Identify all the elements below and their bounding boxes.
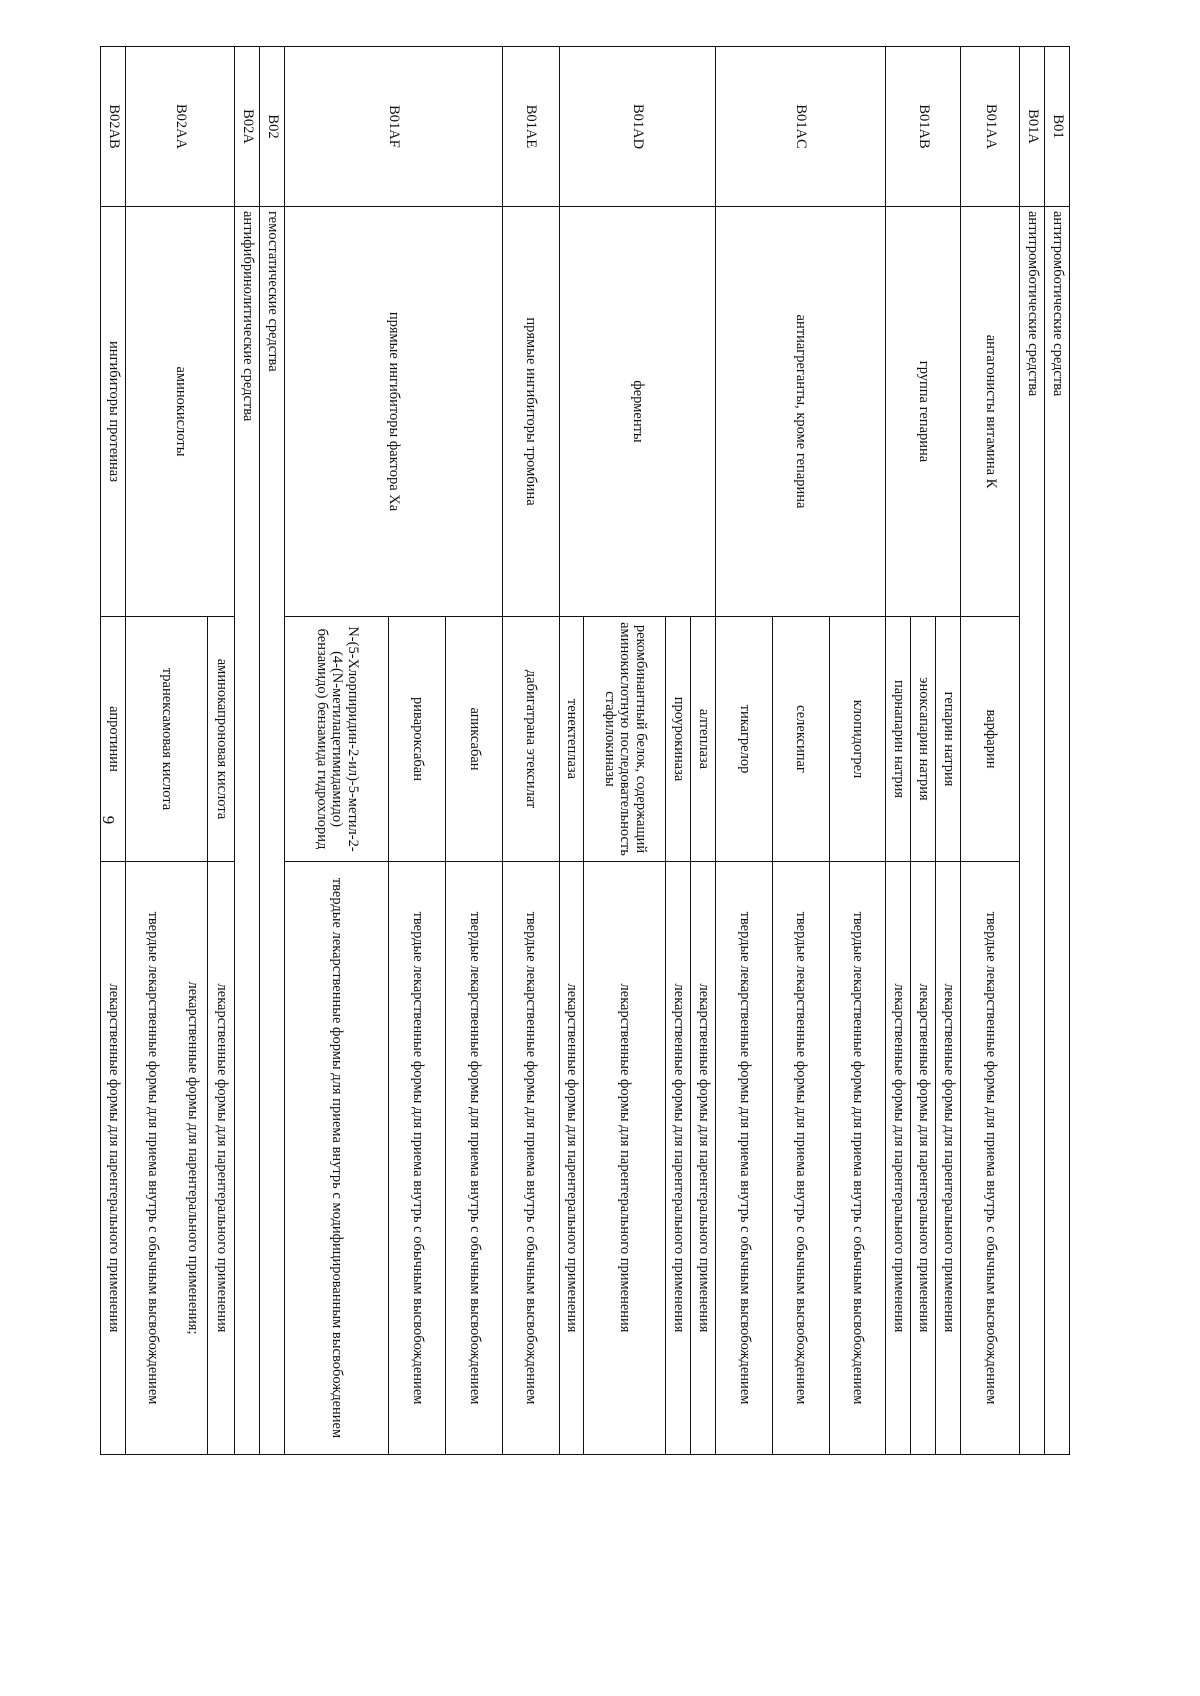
drug-classification-table	[100, 46, 1070, 1455]
group-name: ингибиторы протеиназ	[101, 207, 126, 617]
drug-name: дабигатрана этексилат	[502, 617, 559, 862]
drug-name: ривароксабан	[389, 617, 446, 862]
dosage-form: лекарственные формы для парентерального применения	[559, 862, 584, 1455]
group-name: антитромботические средства	[1020, 207, 1045, 1455]
group-name: антагонисты витамина К	[961, 207, 1020, 617]
drug-name: парнапарин натрия	[886, 617, 911, 862]
group-name: ферменты	[559, 207, 716, 617]
drug-name: варфарин	[961, 617, 1020, 862]
drug-name: апиксабан	[446, 617, 503, 862]
dosage-form: твердые лекарственные формы для приема внутрь с обычным высвобождением	[772, 862, 829, 1455]
group-name: гемостатические средства	[260, 207, 285, 1455]
drug-name: N-(5-Хлорпиридин-2-ил)-5-метил-2-(4-(N-метилацетимидамидо) бензамидо) бензамида гидрохлорид	[285, 617, 389, 862]
dosage-form: лекарственные формы для парентерального применения	[584, 862, 666, 1455]
dosage-form: твердые лекарственные формы для приема внутрь с модифицированным высвобождением	[285, 862, 389, 1455]
group-name: прямые ингибиторы фактора Xa	[285, 207, 503, 617]
atc-code: B01	[1045, 47, 1070, 207]
dosage-form: лекарственные формы для парентерального применения	[911, 862, 936, 1455]
dosage-form: твердые лекарственные формы для приема внутрь с обычным высвобождением	[446, 862, 503, 1455]
table-row	[207, 47, 234, 1455]
drug-name: рекомбинантный белок, содержащий аминокислотную последовательность стафилокиназы	[584, 617, 666, 862]
dosage-form: твердые лекарственные формы для приема внутрь с обычным высвобождением	[829, 862, 886, 1455]
dosage-form: твердые лекарственные формы для приема внутрь с обычным высвобождением	[126, 862, 178, 1455]
table-row	[1045, 47, 1070, 1455]
table-row	[829, 47, 886, 1455]
atc-code: B01AC	[716, 47, 886, 207]
table-row	[936, 47, 961, 1455]
drug-table-frame	[100, 46, 1070, 1454]
page-number: 9	[99, 815, 118, 825]
drug-name: аминокапроновая кислота	[207, 617, 234, 862]
table-row	[502, 47, 559, 1455]
table-row	[1020, 47, 1045, 1455]
dosage-form: лекарственные формы для парентерального применения	[936, 862, 961, 1455]
atc-code: B01A	[1020, 47, 1045, 207]
dosage-form: лекарственные формы для парентерального применения	[691, 862, 716, 1455]
atc-code: B01AD	[559, 47, 716, 207]
group-name: антиагреганты, кроме гепарина	[716, 207, 886, 617]
drug-name: апротинин	[101, 617, 126, 862]
dosage-form: лекарственные формы для парентерального применения	[886, 862, 911, 1455]
dosage-form: лекарственные формы для парентерального применения	[666, 862, 691, 1455]
group-name: антитромботические средства	[1045, 207, 1070, 1455]
drug-name: клопидогрел	[829, 617, 886, 862]
table-row	[101, 47, 126, 1455]
group-name: прямые ингибиторы тромбина	[502, 207, 559, 617]
table-row	[961, 47, 1020, 1455]
atc-code: B02A	[235, 47, 260, 207]
table-row	[260, 47, 285, 1455]
drug-name: алтеплаза	[691, 617, 716, 862]
drug-name: гепарин натрия	[936, 617, 961, 862]
drug-name: проурокиназа	[666, 617, 691, 862]
dosage-form: лекарственные формы для парентерального применения;	[178, 862, 208, 1455]
table-row	[691, 47, 716, 1455]
atc-code: B01AA	[961, 47, 1020, 207]
drug-name: тикагрелор	[716, 617, 773, 862]
atc-code: B02	[260, 47, 285, 207]
dosage-form: лекарственные формы для парентерального применения	[207, 862, 234, 1455]
atc-code: B01AE	[502, 47, 559, 207]
dosage-form: лекарственные формы для парентерального применения	[101, 862, 126, 1455]
drug-name: транексамовая кислота	[126, 617, 208, 862]
dosage-form: твердые лекарственные формы для приема внутрь с обычным высвобождением	[389, 862, 446, 1455]
group-name: группа гепарина	[886, 207, 961, 617]
drug-name: эноксапарин натрия	[911, 617, 936, 862]
atc-code: B02AB	[101, 47, 126, 207]
atc-code: B01AB	[886, 47, 961, 207]
drug-name: селексипаг	[772, 617, 829, 862]
table-row	[235, 47, 260, 1455]
atc-code: B01AF	[285, 47, 503, 207]
atc-code: B02AA	[126, 47, 235, 207]
dosage-form: твердые лекарственные формы для приема внутрь с обычным высвобождением	[716, 862, 773, 1455]
group-name: аминокислоты	[126, 207, 235, 617]
table-row	[446, 47, 503, 1455]
group-name: антифибринолитические средства	[235, 207, 260, 1455]
dosage-form: твердые лекарственные формы для приема внутрь с обычным высвобождением	[502, 862, 559, 1455]
drug-name: тенектеплаза	[559, 617, 584, 862]
dosage-form: твердые лекарственные формы для приема внутрь с обычным высвобождением	[961, 862, 1020, 1455]
